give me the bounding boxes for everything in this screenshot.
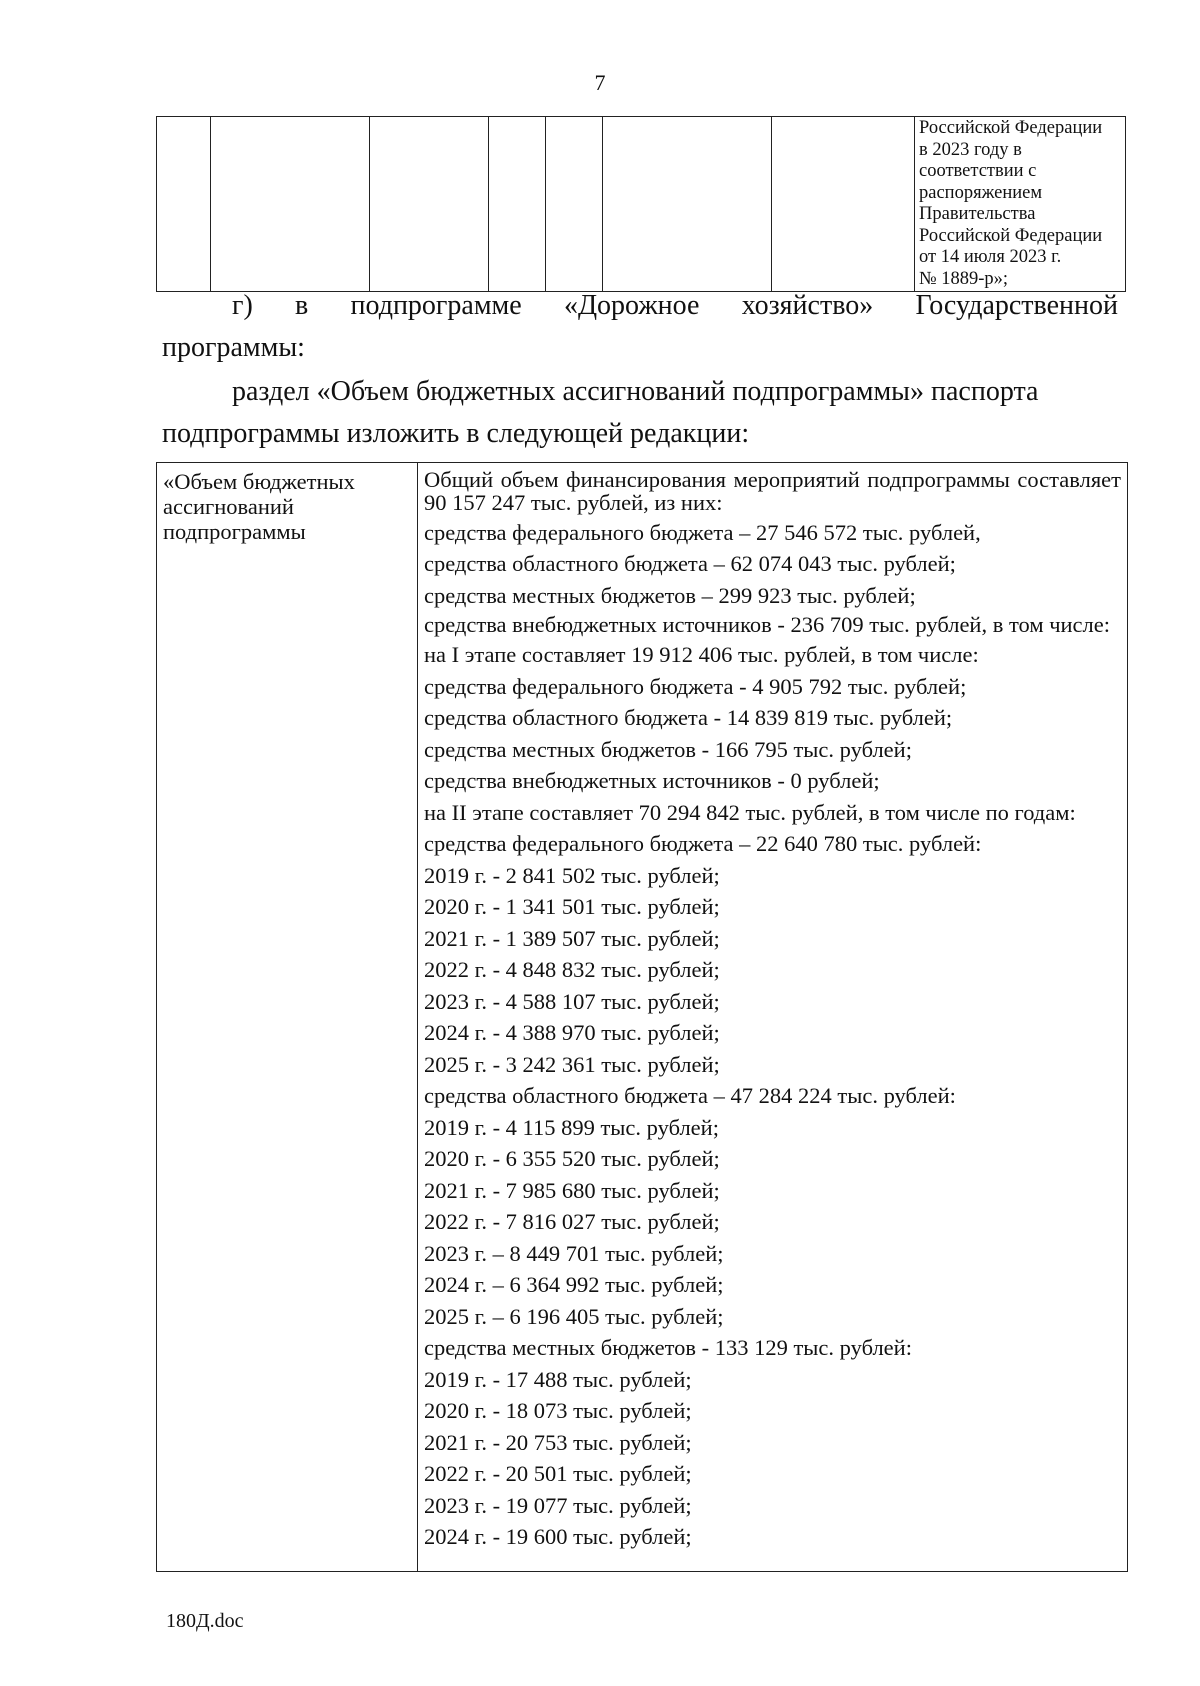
- list-item: средства областного бюджета – 62 074 043 тыс. рублей;: [424, 551, 956, 576]
- list-item: 2019 г. - 17 488 тыс. рублей;: [424, 1366, 692, 1392]
- table-cell: [157, 117, 211, 292]
- list-item: средства областного бюджета - 14 839 819 тыс. рублей;: [424, 705, 953, 730]
- note-line: Правительства: [919, 204, 1036, 224]
- list-item: на I этапе составляет 19 912 406 тыс. рублей, в том числе:: [424, 642, 979, 667]
- word: Государственной: [915, 290, 1118, 321]
- list-item: средства федерального бюджета – 22 640 780 тыс. рублей:: [424, 831, 982, 856]
- list-item: средства местных бюджетов - 166 795 тыс. рублей;: [424, 736, 912, 762]
- word: подпрограмме: [350, 290, 522, 321]
- word: «Дорожное: [563, 290, 700, 321]
- word: в: [295, 290, 309, 321]
- note-line: от 14 июля 2023 г.: [919, 247, 1062, 267]
- list-item: 2024 г. - 4 388 970 тыс. рублей;: [424, 1020, 720, 1045]
- list-item: 2023 г. - 19 077 тыс. рублей;: [424, 1492, 692, 1518]
- table-cell: [772, 117, 915, 292]
- table-cell: [546, 117, 603, 292]
- table-row: [157, 463, 1128, 1572]
- list-item: средства федерального бюджета – 27 546 572 тыс. рублей,: [424, 519, 981, 545]
- list-item: средства местных бюджетов – 299 923 тыс. рублей;: [424, 582, 916, 608]
- note-line: Российской Федерации: [919, 225, 1103, 246]
- table-cell-label: «Объем бюджетных ассигнований подпрограммы: [157, 463, 418, 1572]
- list-item: на II этапе составляет 70 294 842 тыс. рублей, в том числе по годам:: [424, 799, 1076, 825]
- paragraph-line: раздел «Объем бюджетных ассигнований подпрограммы» паспорта: [232, 376, 1039, 407]
- list-item: 2024 г. - 19 600 тыс. рублей;: [424, 1524, 692, 1549]
- table-cell: [370, 117, 489, 292]
- list-item: 2024 г. – 6 364 992 тыс. рублей;: [424, 1272, 724, 1297]
- list-item: 2019 г. - 2 841 502 тыс. рублей;: [424, 862, 720, 888]
- page-number: 7: [594, 70, 606, 95]
- list-item: средства местных бюджетов - 133 129 тыс. рублей:: [424, 1335, 912, 1360]
- table-cell: [489, 117, 546, 292]
- table-row: [157, 117, 1126, 292]
- list-item: 2022 г. - 4 848 832 тыс. рублей;: [424, 957, 720, 982]
- list-item: 2020 г. - 18 073 тыс. рублей;: [424, 1398, 692, 1423]
- note-line: распоряжением: [919, 182, 1043, 203]
- list-item: 2025 г. – 6 196 405 тыс. рублей;: [424, 1303, 724, 1329]
- list-item: 2023 г. - 4 588 107 тыс. рублей;: [424, 988, 720, 1014]
- paragraph-section: [162, 374, 1118, 452]
- list-item: 2022 г. - 20 501 тыс. рублей;: [424, 1461, 692, 1486]
- table-cell-content: [418, 463, 1128, 1572]
- word: хозяйство»: [741, 290, 874, 321]
- passport-table: [156, 462, 1128, 1572]
- note-line: соответствии с: [919, 161, 1037, 181]
- paragraph-line: [162, 288, 1118, 324]
- list-item: 2020 г. - 6 355 520 тыс. рублей;: [424, 1146, 720, 1171]
- paragraph-line: подпрограммы изложить в следующей редакции:: [162, 418, 750, 449]
- word: г): [232, 290, 253, 321]
- footer-filename: 180Д.doc: [166, 1610, 244, 1632]
- list-item: средства областного бюджета – 47 284 224 тыс. рублей:: [424, 1083, 956, 1108]
- note-line: Российской Федерации: [919, 118, 1103, 138]
- table-cell: [603, 117, 772, 292]
- list-item: средства федерального бюджета - 4 905 792 тыс. рублей;: [424, 673, 967, 699]
- list-item: 2020 г. - 1 341 501 тыс. рублей;: [424, 894, 720, 919]
- list-item: 2021 г. - 20 753 тыс. рублей;: [424, 1429, 692, 1455]
- list-item: 2022 г. - 7 816 027 тыс. рублей;: [424, 1209, 720, 1234]
- continuation-table: [156, 116, 1126, 292]
- list-item: Общий объем финансирования мероприятий подпрограммы составляет 90 157 247 тыс. рублей, из них:: [424, 467, 1121, 515]
- list-item: 2019 г. - 4 115 899 тыс. рублей;: [424, 1114, 719, 1140]
- list-item: 2021 г. - 7 985 680 тыс. рублей;: [424, 1177, 720, 1203]
- list-item: средства внебюджетных источников - 0 рублей;: [424, 768, 880, 793]
- table-cell: [211, 117, 370, 292]
- table-cell-note: [915, 117, 1126, 292]
- note-line: № 1889-р»;: [919, 268, 1009, 289]
- paragraph-g: [162, 288, 1118, 366]
- list-item: 2021 г. - 1 389 507 тыс. рублей;: [424, 925, 720, 951]
- list-item: средства внебюджетных источников - 236 709 тыс. рублей, в том числе:: [424, 612, 1110, 637]
- paragraph-line: программы:: [162, 332, 305, 363]
- list-item: 2023 г. – 8 449 701 тыс. рублей;: [424, 1240, 724, 1266]
- note-line: в 2023 году в: [919, 139, 1022, 160]
- list-item: 2025 г. - 3 242 361 тыс. рублей;: [424, 1051, 720, 1077]
